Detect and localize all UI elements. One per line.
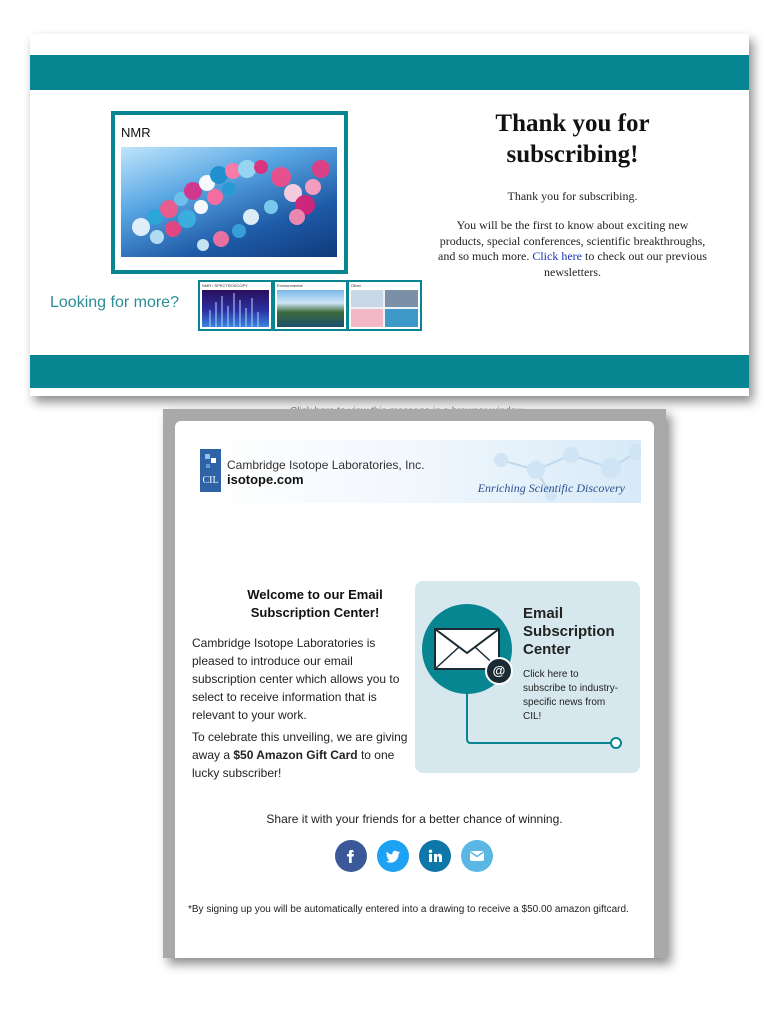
- promo-text: Click here to subscribe to industry-specific news from CIL!: [523, 669, 619, 722]
- company-name: Cambridge Isotope Laboratories, Inc.: [227, 458, 425, 472]
- molecule-image: [121, 147, 337, 257]
- disclaimer: *By signing up you will be automatically entered into a drawing to receive a $50.00 amazon giftcard.: [188, 904, 629, 915]
- newsletters-link[interactable]: Click here: [532, 249, 582, 263]
- body-text: You will be the first to know about exciting new products, special conferences, scientific breakthroughs, and so much more.: [438, 218, 706, 263]
- giveaway-text: To celebrate this unveiling, we are giving away a: [192, 730, 408, 762]
- lab-image: [351, 290, 418, 327]
- mail-icon: [467, 846, 487, 866]
- landscape-image: [277, 290, 344, 327]
- at-badge-icon: @: [492, 663, 506, 678]
- email-card: [175, 421, 654, 958]
- promo-title: Email Subscription Center: [523, 605, 615, 658]
- newsletter-thumbnail[interactable]: [273, 280, 348, 331]
- giveaway-paragraph: [192, 728, 417, 782]
- newsletter-thumbnail[interactable]: [347, 280, 422, 331]
- tagline: Enriching Scientific Discovery: [477, 481, 625, 495]
- footer-band: [30, 355, 749, 388]
- intro-paragraph: Cambridge Isotope Laboratories is pleased to introduce our email subscription center which allows you to select to receive information that is relevant to your work.: [192, 636, 400, 722]
- thank-you-page: [30, 34, 749, 396]
- header-band: [30, 55, 749, 90]
- thank-you-body: [435, 218, 710, 280]
- spectrum-image: [202, 290, 269, 327]
- looking-for-more-label: Looking for more?: [50, 294, 179, 311]
- thumbnail-caption: Environmental: [277, 283, 303, 288]
- thank-you-subtitle: Thank you for subscribing.: [507, 189, 638, 203]
- featured-nmr-card[interactable]: [111, 111, 348, 274]
- cil-logo: [200, 449, 221, 492]
- newsletter-thumbnail[interactable]: [198, 280, 273, 331]
- feature-label: NMR: [121, 125, 151, 140]
- company-website: isotope.com: [227, 472, 304, 487]
- email-share-button[interactable]: [461, 840, 493, 872]
- body-text: to check out our previous newsletters.: [544, 249, 707, 279]
- header-banner: [198, 440, 641, 503]
- subscription-email: [163, 409, 666, 958]
- twitter-share-button[interactable]: [377, 840, 409, 872]
- logo-text: CIL: [202, 475, 219, 486]
- facebook-icon: [341, 846, 361, 866]
- thumbnail-caption: NMR / SPECTROSCOPY: [202, 283, 248, 288]
- linkedin-share-button[interactable]: [419, 840, 451, 872]
- thank-you-title: Thank you for subscribing!: [495, 110, 650, 168]
- linkedin-icon: [425, 846, 445, 866]
- gift-card-highlight: $50 Amazon Gift Card: [233, 748, 358, 762]
- twitter-icon: [383, 846, 403, 866]
- facebook-share-button[interactable]: [335, 840, 367, 872]
- thumbnail-caption: Other: [351, 283, 362, 288]
- welcome-title: Welcome to our Email Subscription Center!: [247, 587, 383, 620]
- subscription-center-promo[interactable]: [415, 581, 640, 773]
- giveaway-text: to one lucky subscriber!: [192, 748, 395, 780]
- share-text: Share it with your friends for a better chance of winning.: [266, 812, 563, 826]
